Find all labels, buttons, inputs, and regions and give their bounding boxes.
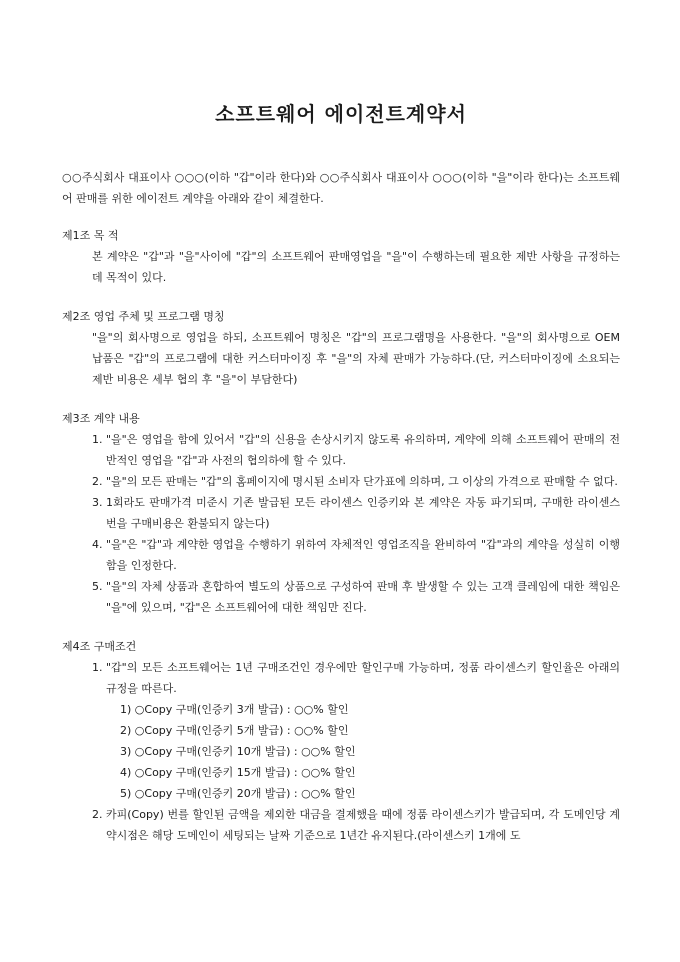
list-text: "을"의 자체 상품과 혼합하여 별도의 상품으로 구성하여 판매 후 발생할 수 있는 고객 클레임에 대한 책임은 "을"에 있으며, "갑"은 소프트웨어에 대한 책임만 진다.: [106, 580, 620, 614]
list-number: 1.: [92, 433, 103, 446]
article-3-heading: 제3조 계약 내용: [62, 412, 140, 425]
sublist-item: 3) ○Copy 구매(인증키 10개 발급) : ○○% 할인: [120, 745, 356, 758]
list-number: 1.: [92, 661, 103, 674]
article-2-heading: 제2조 영업 주체 및 프로그램 명칭: [62, 310, 225, 323]
list-number: 3.: [92, 496, 103, 509]
list-text: 1회라도 판매가격 미준시 기존 발급된 모든 라이센스 인증키와 본 계약은 자동 파기되며, 구매한 라이센스 번을 구매비용은 환불되지 않는다): [106, 496, 620, 530]
article-4-list: [62, 657, 620, 846]
article-2: [62, 306, 620, 390]
article-3: [62, 408, 620, 618]
list-text: 카피(Copy) 번를 할인된 금액을 제외한 대금을 결제했을 때에 정품 라이센스키가 발급되며, 각 도메인당 계약시점은 해당 도메인이 세팅되는 날짜 기준으로 1년간 유지된다.(라이센스키 1개에 도: [106, 808, 620, 842]
list-item: [92, 429, 620, 471]
list-number: 2.: [92, 808, 103, 821]
article-3-list: [62, 429, 620, 618]
article-4: [62, 636, 620, 846]
list-item: [92, 492, 620, 534]
list-number: 2.: [92, 475, 103, 488]
sublist-item: 1) ○Copy 구매(인증키 3개 발급) : ○○% 할인: [120, 703, 349, 716]
list-item: [92, 576, 620, 618]
document-title: 소프트웨어 에이전트계약서: [215, 102, 467, 126]
list-text: "을"은 "갑"과 계약한 영업을 수행하기 위하여 자체적인 영업조직을 완비하여 "갑"과의 계약을 성실히 이행함을 인정한다.: [106, 538, 620, 572]
article-1-body: 본 계약은 "갑"과 "을"사이에 "갑"의 소프트웨어 판매영업을 "을"이 수행하는데 필요한 제반 사항을 규정하는데 목적이 있다.: [92, 250, 620, 284]
article-2-body: "을"의 회사명으로 영업을 하되, 소프트웨어 명칭은 "갑"의 프로그램명을 사용한다. "을"의 회사명으로 OEM 납품은 "갑"의 프로그램에 대한 커스터마이징 후 "을"의 자체 판매가 가능하다.(단, 커스터마이징에 소요되는 제반 비용은 세부 협의 후 "을"이 부담한다): [92, 331, 620, 386]
list-text: "을"의 모든 판매는 "갑"의 홈페이지에 명시된 소비자 단가표에 의하며, 그 이상의 가격으로 판매할 수 없다.: [106, 475, 618, 488]
list-text: "을"은 영업을 함에 있어서 "갑"의 신용을 손상시키지 않도록 유의하며, 계약에 의해 소프트웨어 판매의 전반적인 영업을 "갑"과 사전의 협의하에 할 수 있다.: [106, 433, 620, 467]
sublist-item: 2) ○Copy 구매(인증키 5개 발급) : ○○% 할인: [120, 724, 349, 737]
list-text: "갑"의 모든 소프트웨어는 1년 구매조건인 경우에만 할인구매 가능하며, 정품 라이센스키 할인율은 아래의 규정을 따른다.: [106, 661, 620, 695]
article-1: [62, 225, 620, 288]
sublist-item: 5) ○Copy 구매(인증키 20개 발급) : ○○% 할인: [120, 787, 356, 800]
intro-paragraph: ○○주식회사 대표이사 ○○○(이하 "갑"이라 한다)와 ○○주식회사 대표이사 ○○○(이하 "을"이라 한다)는 소프트웨어 판매를 위한 에이전트 계약을 아래와 같이 체결한다.: [62, 171, 620, 205]
list-item: [92, 471, 620, 492]
list-number: 4.: [92, 538, 103, 551]
discount-sublist: [106, 699, 620, 804]
article-1-heading: 제1조 목 적: [62, 229, 119, 242]
list-item: [92, 657, 620, 804]
list-number: 5.: [92, 580, 103, 593]
list-item: [92, 534, 620, 576]
article-4-heading: 제4조 구매조건: [62, 640, 137, 653]
list-item: [92, 804, 620, 846]
sublist-item: 4) ○Copy 구매(인증키 15개 발급) : ○○% 할인: [120, 766, 356, 779]
